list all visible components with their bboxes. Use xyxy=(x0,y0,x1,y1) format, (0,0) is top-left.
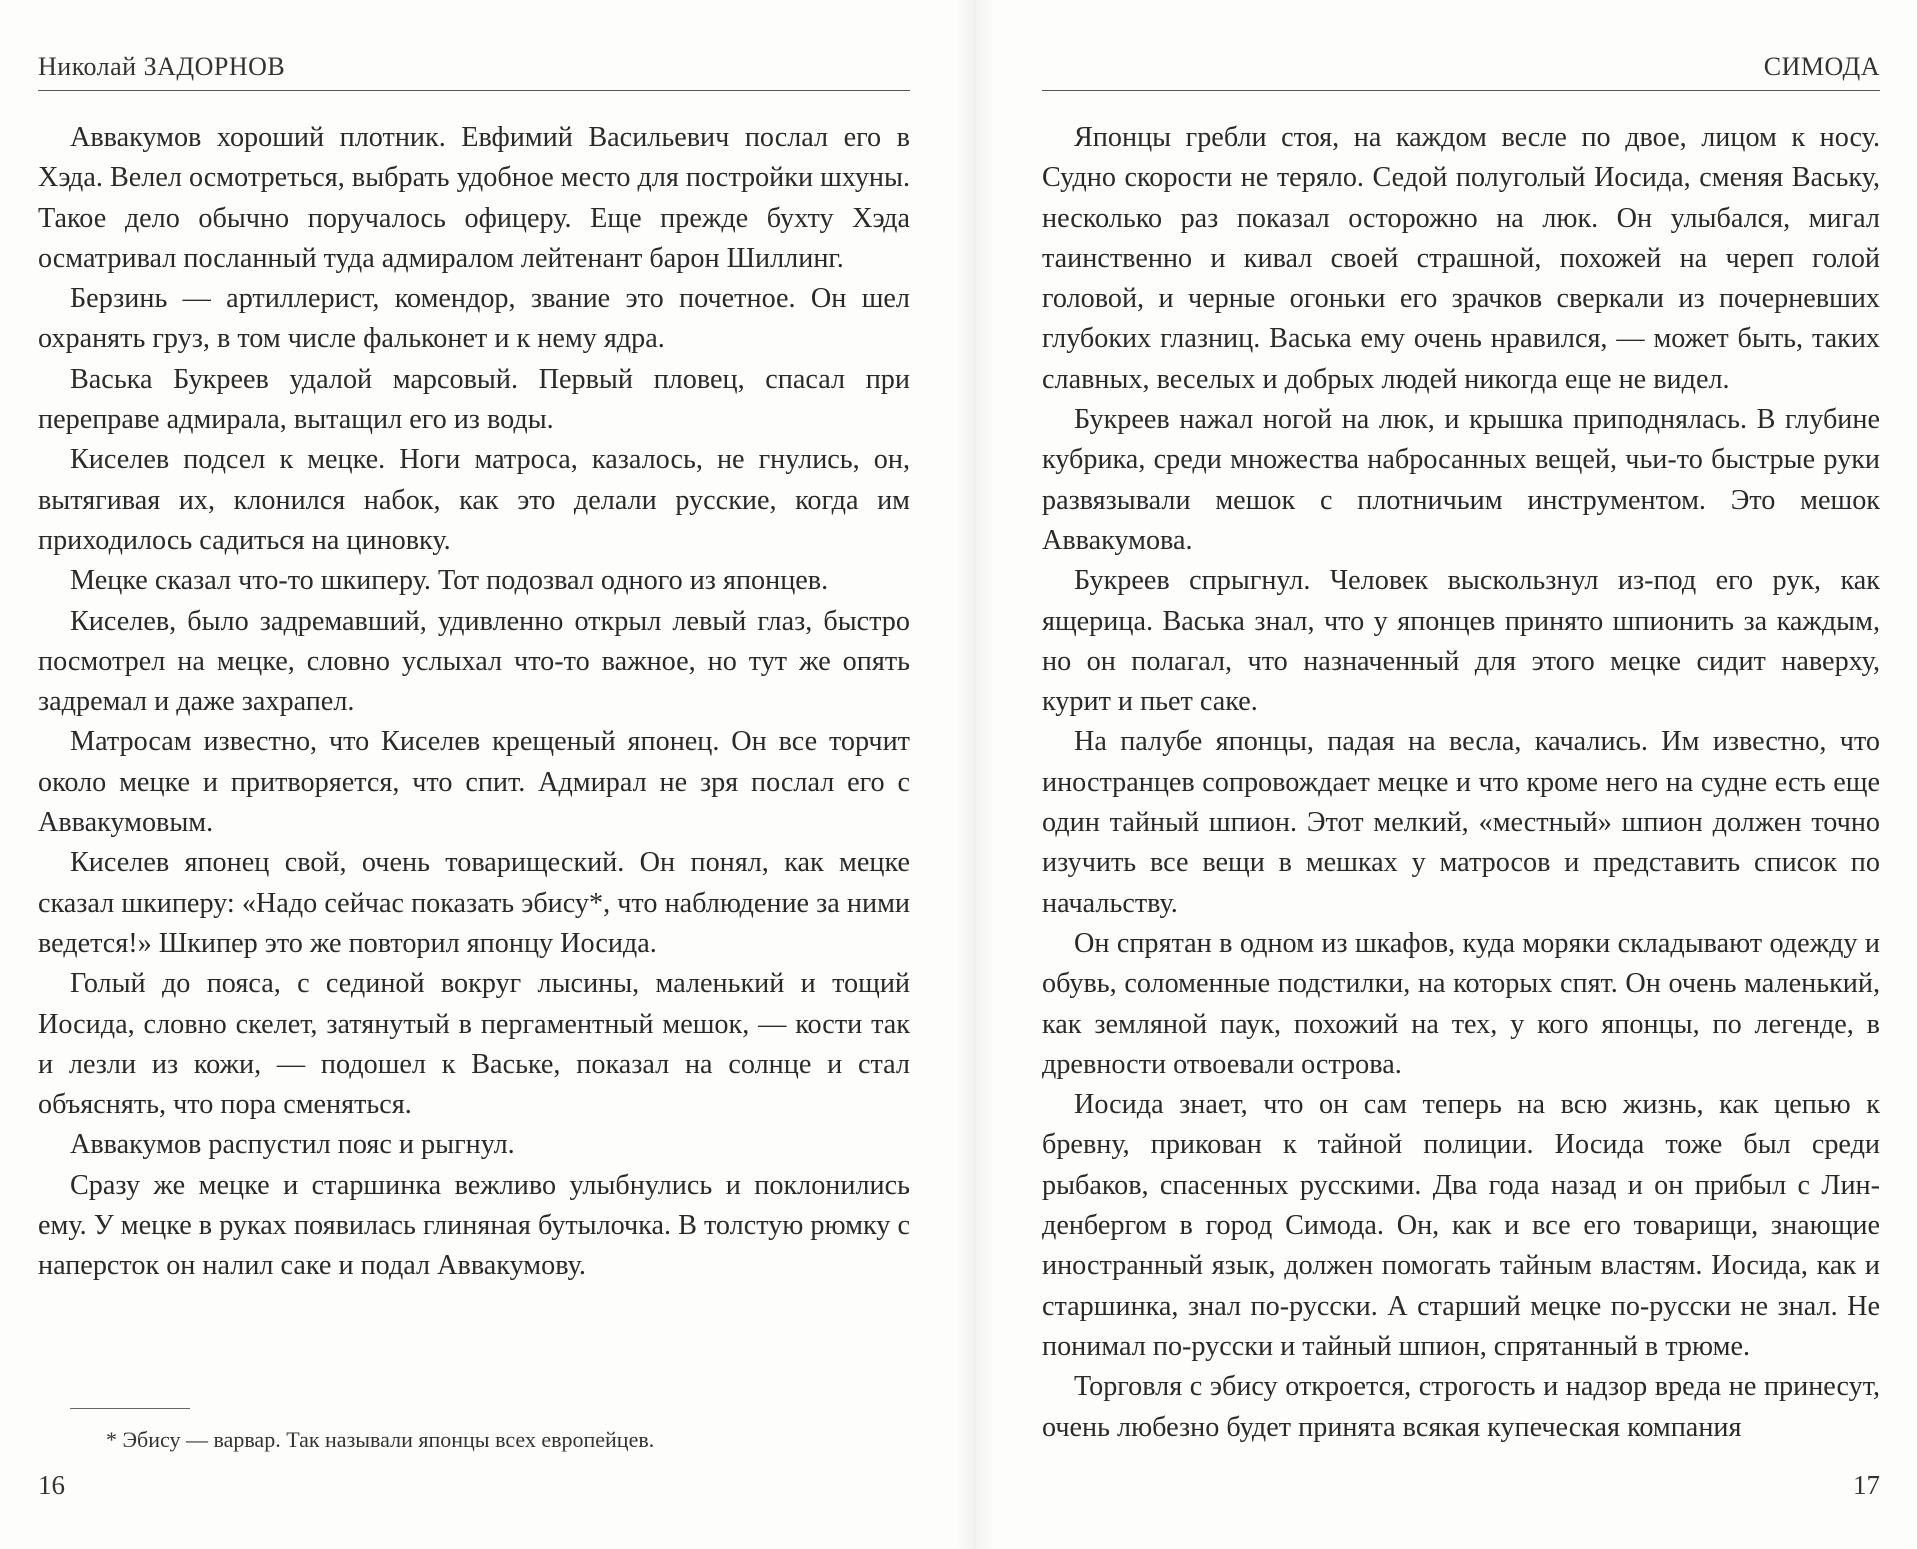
right-header-rule xyxy=(1042,90,1880,91)
paragraph: Киселев подсел к мецке. Ноги матроса, казалось, не гнулись, он, вытягивая их, клонился набок, как это делали русские, когда им приходилось садиться на циновку. xyxy=(38,444,910,556)
left-header-rule xyxy=(38,90,910,91)
paragraph: Васька Букреев удалой марсовый. Первый пловец, спасал при переправе адмирала, вытащил его из воды. xyxy=(38,363,910,436)
paragraph: Матросам известно, что Киселев крещеный японец. Он все торчит около мецке и притворяется, что спит. Адмирал не зря послал его с Аввакумовым. xyxy=(38,726,910,839)
left-body-text xyxy=(38,118,910,1287)
paragraph: Японцы гребли стоя, на каждом весле по двое, лицом к носу. Судно скорости не теряло. Седой полуголый Иосида, сменяя Ваську, несколько раз показал осторожно на люк. Он улыбался, мигал таинственно и кивал своей страшной, похожей на череп голой головой, и черные огоньки его зрачков сверкали из почерневших глубоких глазниц. Васька ему очень нравился, — может быть, таких славных, веселых и добрых людей никогда еще не видел. xyxy=(1042,122,1880,395)
left-page xyxy=(38,0,910,1549)
paragraph: Он спрятан в одном из шкафов, куда моряки складывают одежду и обувь, соломенные подстилки, на которых спят. Он очень маленький, как земляной паук, похожий на тех, у кого японцы, по легенде, в древности отвоевали острова. xyxy=(1042,927,1880,1080)
right-page-number: 17 xyxy=(1853,1470,1880,1500)
paragraph: Аввакумов хороший плотник. Евфимий Васильевич послал его в Хэда. Велел осмотреться, выбрать удобное место для постройки шхуны. Такое дело обычно поручалось офицеру. Еще прежде бухту Хэда осматривал посланный туда адмиралом лейтенант барон Шиллинг. xyxy=(38,122,910,274)
left-page-number: 16 xyxy=(38,1470,65,1500)
paragraph: Киселев, было задремавший, удивленно открыл левый глаз, быстро посмотрел на мецке, словно услыхал что-то важное, но тут же опять задремал и даже захрапел. xyxy=(38,605,910,718)
paragraph: Букреев спрыгнул. Человек выскользнул из-под его рук, как ящерица. Васька знал, что у японцев принято шпионить за каждым, но он полагал, что назначенный для этого мецке сидит наверху, курит и пьет саке. xyxy=(1042,565,1880,718)
right-body-text xyxy=(1042,118,1880,1448)
right-running-head: СИМОДА xyxy=(1763,52,1880,81)
book-gutter xyxy=(955,0,995,1549)
paragraph: Киселев японец свой, очень товарищеский. Он понял, как мецке сказал шкиперу: «Надо сейчас показать эбису*, что наблюдение за ними ведется!» Шкипер это же повторил японцу Иосида. xyxy=(38,847,910,959)
paragraph: Торговля с эбису откроется, строгость и надзор вреда не принесут, очень любезно будет принята всякая купеческая компания xyxy=(1042,1371,1880,1443)
paragraph: Голый до пояса, с сединой вокруг лысины, маленький и тощий Иосида, словно скелет, затянутый в пергаментный мешок, — кости так и лезли из кожи, — подошел к Ваське, показал на солнце и стал объяснять, что пора сменяться. xyxy=(38,968,910,1121)
paragraph: Аввакумов распустил пояс и рыгнул. xyxy=(70,1129,515,1161)
paragraph: Мецке сказал что-то шкиперу. Тот подозвал одного из японцев. xyxy=(70,565,829,597)
left-running-head: Николай ЗАДОРНОВ xyxy=(38,52,286,81)
right-page xyxy=(1042,0,1880,1549)
footnote-rule xyxy=(70,1408,190,1409)
footnote: * Эбису — варвар. Так называли японцы всех европейцев. xyxy=(106,1427,655,1452)
paragraph: Букреев нажал ногой на люк, и крышка приподнялась. В глубине кубрика, среди множества набросанных вещей, чьи-то быстрые руки развязывали мешок с плотничьим инструментом. Это мешок Аввакумова. xyxy=(1042,404,1880,556)
paragraph: Иосида знает, что он сам теперь на всю жизнь, как цепью к бревну, прикован к тайной полиции. Иосида тоже был среди рыбаков, спасенных русскими. Два года назад и он прибыл с Линденбергом в город Симода. Он, как и все его товарищи, знающие иностранный язык, должен помогать тайным властям. Иосида, как и старшинка, знал по-русски. А старший мецке по-русски не знал. Не понимал по-русски и тайный шпион, спрятанный в трюме. xyxy=(1042,1089,1880,1362)
paragraph: На палубе японцы, падая на весла, качались. Им известно, что иностранцев сопровождает мецке и что кроме него на судне есть еще один тайный шпион. Этот мелкий, «местный» шпион должен точно изучить все вещи в мешках у матросов и представить список по начальству. xyxy=(1042,726,1880,919)
paragraph: Берзинь — артиллерист, комендор, звание это почетное. Он шел охранять груз, в том числе фальконет и к нему ядра. xyxy=(38,283,910,355)
paragraph: Сразу же мецке и старшинка вежливо улыбнулись и поклонились ему. У мецке в руках появилась глиняная бутылочка. В толстую рюмку с наперсток он налил саке и подал Аввакумову. xyxy=(38,1169,910,1282)
